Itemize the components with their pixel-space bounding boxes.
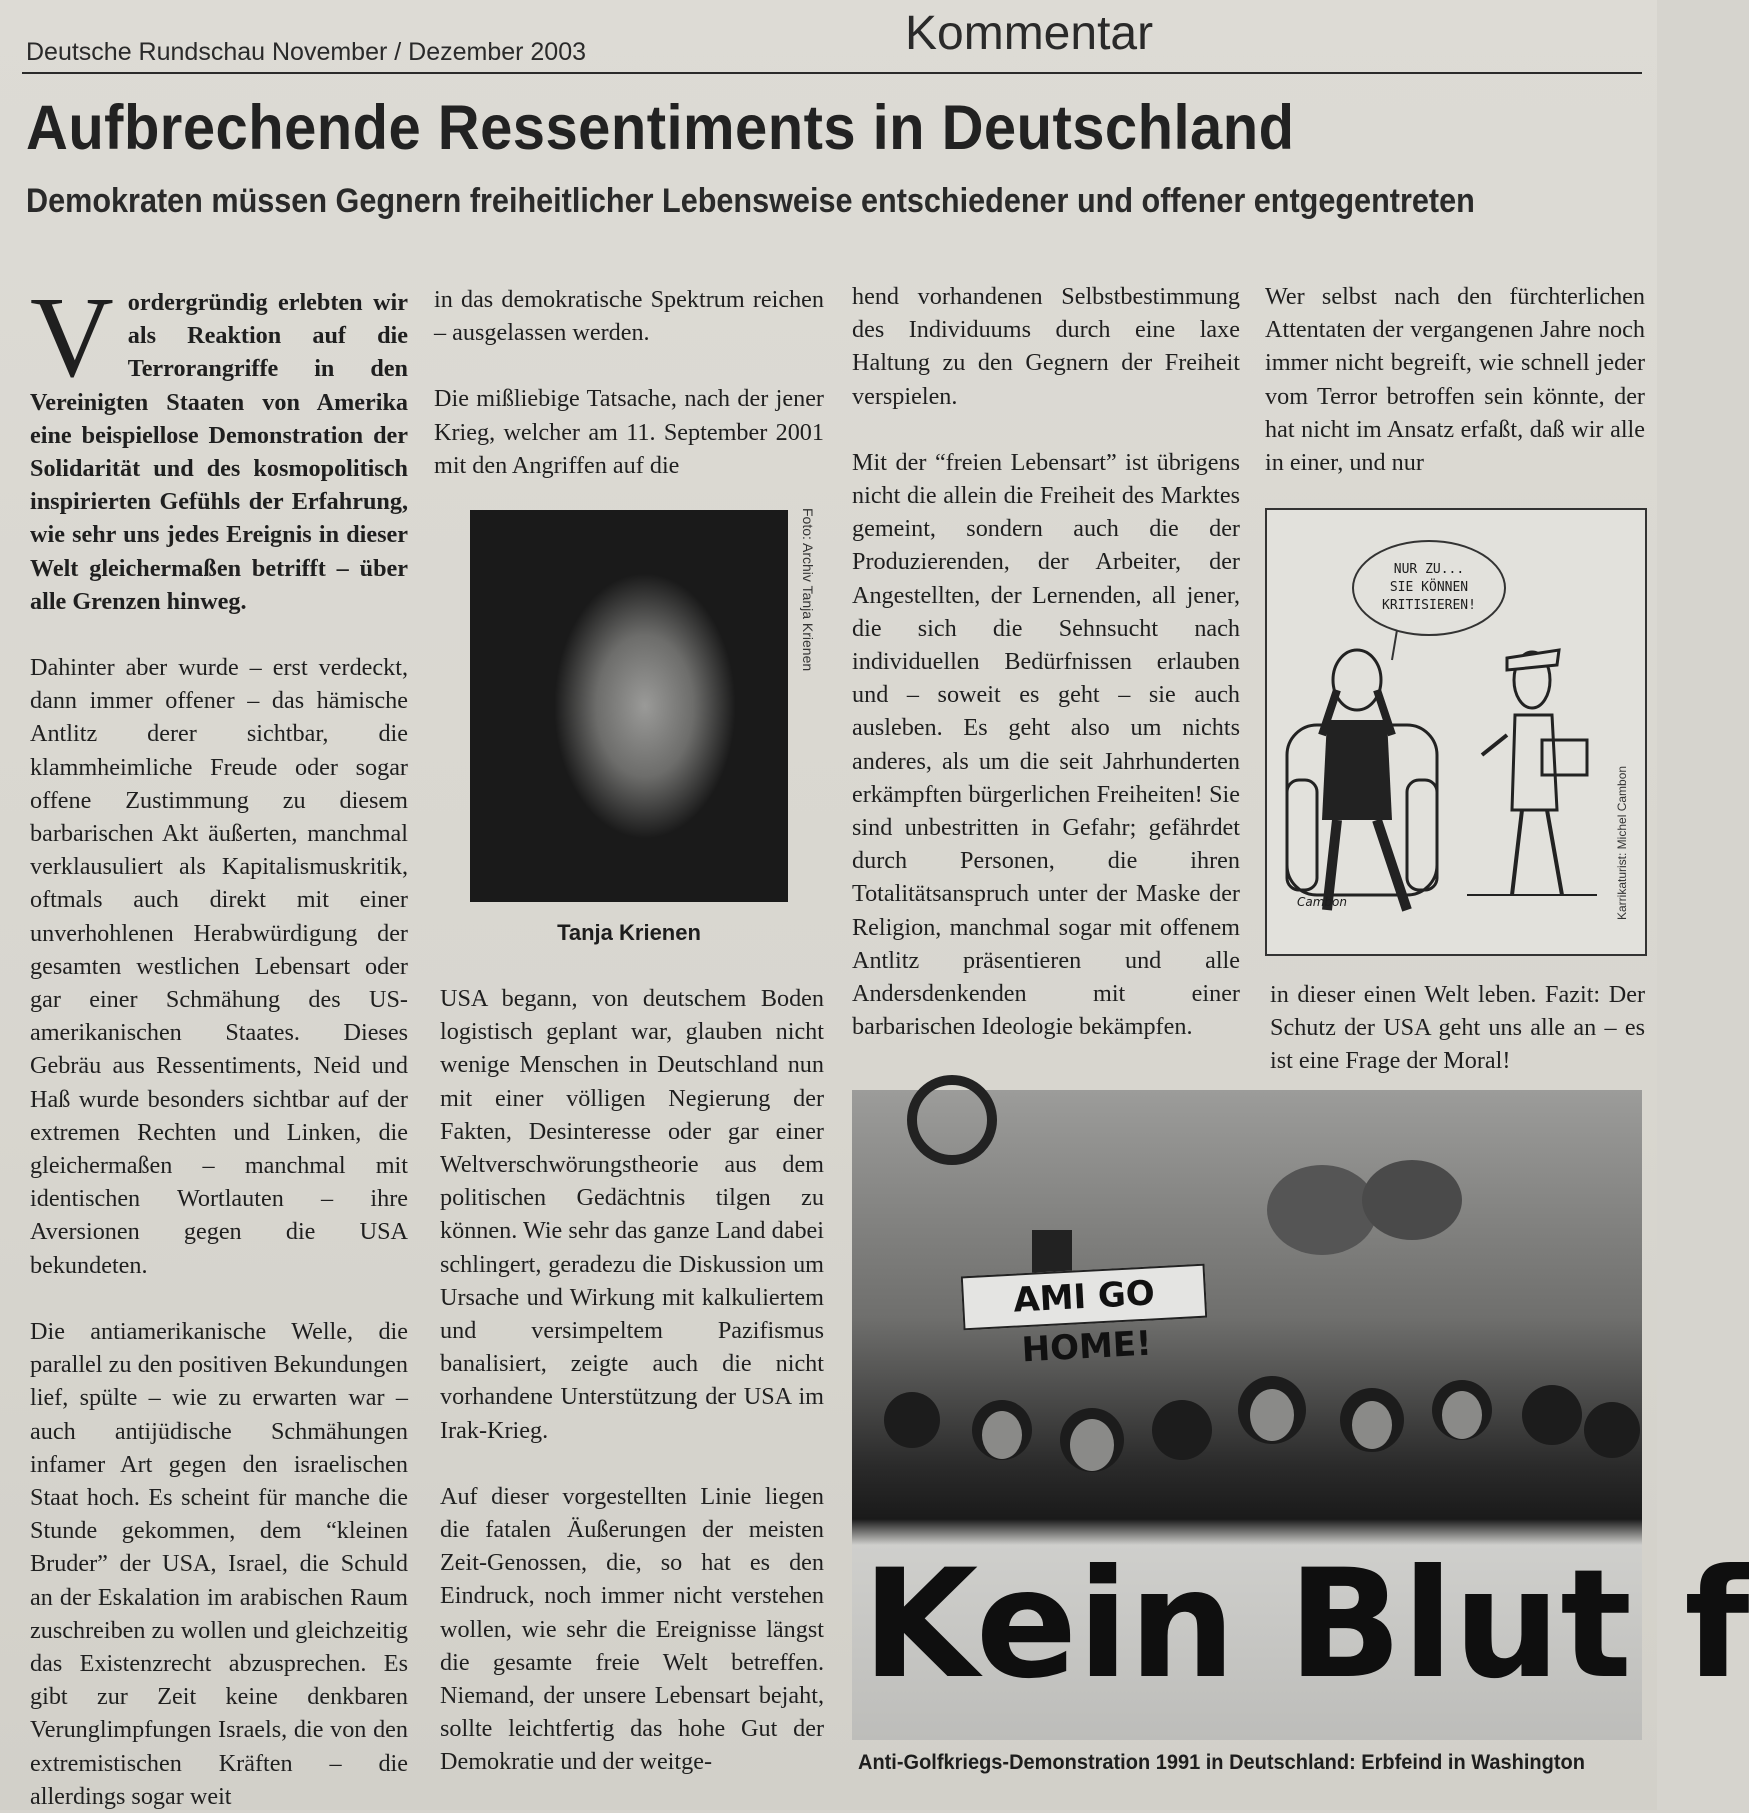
paragraph: Auf dieser vorgestellten Linie liegen die fatalen Äußerungen der meisten Zeit-Genossen, die, so hat es den Eindruck, noch immer nicht verstehen wollen, wie sehr die Ereignisse längst die gesamte freie Welt betreffen. Niemand, der unsere Lebensart bejaht, sollte leichtfertig das hohe Gut der Demokratie und der weitge- (440, 1482, 824, 1776)
bubble-line: KRITISIEREN! (1382, 598, 1476, 613)
paragraph: hend vorhandenen Selbstbestimmung des Individuums durch eine laxe Haltung zu den Gegnern der Freiheit verspielen. (852, 283, 1240, 410)
paragraph: Mit der “freien Lebensart” ist übrigens nicht die allein die Freiheit des Marktes gemeint, sondern auch die der Produzierenden, der Arbeiter, der Angestellten, der Lernenden, all jener, die sich die Sehnsucht nach individuellen Bedürfnissen erlauben und – soweit es geht – sie auch ausleben. Es geht also um nichts anderes, als um die seit Jahrhunderten erkämpften bürgerlichen Freiheiten! Sie sind unbestritten in Gefahr; gefährdet durch Personen, die ihren Totalitätsanspruch unter der Maske der Religion, manchmal sogar mit offenem Antlitz präsentieren und alle Andersdenkenden mit einer barbarischen Ideologie bekämpfen. (852, 448, 1240, 1041)
protest-sign: AMI GO HOME! (961, 1264, 1207, 1331)
headline: Aufbrechende Ressentiments in Deutschland (26, 93, 1295, 163)
column-4-continued (1270, 978, 1645, 1078)
column-1 (30, 274, 408, 1813)
subheadline: Demokraten müssen Gegnern freiheitlicher Lebensweise entschiedener und offener entgegentreten (26, 182, 1475, 220)
lead-text: ordergründig erlebten wir als Reaktion auf die Terrorangriffe in den Vereinigten Staaten von Amerika eine beispiellose Demonstration der Solidarität und des kosmopolitisch inspirierten Gefühls der Erfahrung, wie sehr uns jedes Ereignis in dieser Welt gleichermaßen betrifft – über alle Grenzen hinweg. (30, 289, 408, 615)
portrait-photo (470, 510, 788, 902)
column-3 (852, 280, 1240, 1043)
cartoon-drawing (1267, 510, 1645, 954)
masthead: Deutsche Rundschau November / Dezember 2003 (26, 38, 587, 66)
cartoon (1265, 508, 1647, 956)
portrait-caption: Tanja Krienen (557, 920, 701, 945)
bubble-line: SIE KÖNNEN (1389, 580, 1469, 595)
paragraph: Die antiamerikanische Welle, die parallel zu den positiven Bekundungen lief, spülte – wie zu erwarten war – auch antijüdische Schmähungen infamer Art gegen den israelischen Staat hoch. Es scheint für manche die Stunde gekommen, dem “kleinen Bruder” der USA, Israel, die Schuld an der Eskalation im arabischen Raum zuschreiben zu wollen und gleichzeitig das Existenzrecht abzusprechen. Es gibt zur Zeit keine denkbaren Verunglimpfungen Israels, die von den extremistischen Kräften – die allerdings sogar weit (30, 1317, 408, 1810)
protest-banner: Kein Blut f (862, 1538, 1749, 1712)
paragraph: Dahinter aber wurde – erst verdeckt, dann immer offener – das hämische Antlitz derer sichtbar, die klammheimliche Freude oder sogar offene Zustimmung zu diesem barbarischen Akt äußerten, manchmal verklausuliert als Kapitalismuskritik, oftmals auch direkt mit einer unverhohlenen Herabwürdigung der gesamten westlichen Lebensart oder gar einer Schmähung des US-amerikanischen Staates. Dieses Gebräu aus Ressentiments, Neid und Haß wurde besonders sichtbar auf der extremen Rechten und Linken, die gleichermaßen – manchmal mit identischen Wortlauten – ihre Aversionen gegen die USA bekundeten. (30, 654, 408, 1279)
column-2-continued (440, 982, 824, 1779)
column-4 (1265, 280, 1645, 479)
cartoon-signature: Cambon (1297, 895, 1347, 909)
paragraph: USA begann, von deutschem Boden logistisch geplant war, glauben nicht wenige Menschen in Deutschland nun mit einer völligen Negierung der Fakten, Desinteresse oder gar einer Weltverschwörungstheorie aus dem politischen Gedächtnis tilgen zu können. Wie sehr das ganze Land dabei schlingert, geradezu die Diskussion um Ursache und Wirkung mit kalkuliertem und versimpeltem Pazifismus banalisiert, zeigte auch die nicht vorhandene Unterstützung der USA im Irak-Krieg. (440, 985, 824, 1444)
drop-cap: V (30, 274, 114, 402)
cartoon-credit: Karrikaturist: Michel Cambon (1615, 765, 1629, 920)
bubble-line: NUR ZU... (1393, 562, 1465, 577)
photo-caption: Anti-Golfkriegs-Demonstration 1991 in Deutschland: Erbfeind in Washington (858, 1750, 1585, 1774)
section-title: Kommentar (905, 7, 1154, 60)
demonstration-photo (852, 1090, 1749, 1740)
paragraph: Wer selbst nach den fürchterlichen Attentaten der vergangenen Jahre noch immer nicht begreift, wie schnell jeder vom Terror betroffen sein könnte, der hat nicht im Ansatz erfaßt, daß wir alle in einer, und nur (1265, 283, 1645, 477)
lead-paragraph (30, 274, 408, 618)
paragraph: Die mißliebige Tatsache, nach der jener Krieg, welcher am 11. September 2001 mit den Angriffen auf die (434, 385, 824, 479)
photo-credit: Foto: Archiv Tanja Krienen (800, 508, 816, 672)
header-rule (22, 72, 1642, 74)
paragraph: in das demokratische Spektrum reichen – ausgelassen werden. (434, 286, 824, 347)
paragraph: in dieser einen Welt leben. Fazit: Der Schutz der USA geht uns alle an – es ist eine Frage der Moral! (1270, 981, 1645, 1075)
column-2 (434, 283, 824, 482)
